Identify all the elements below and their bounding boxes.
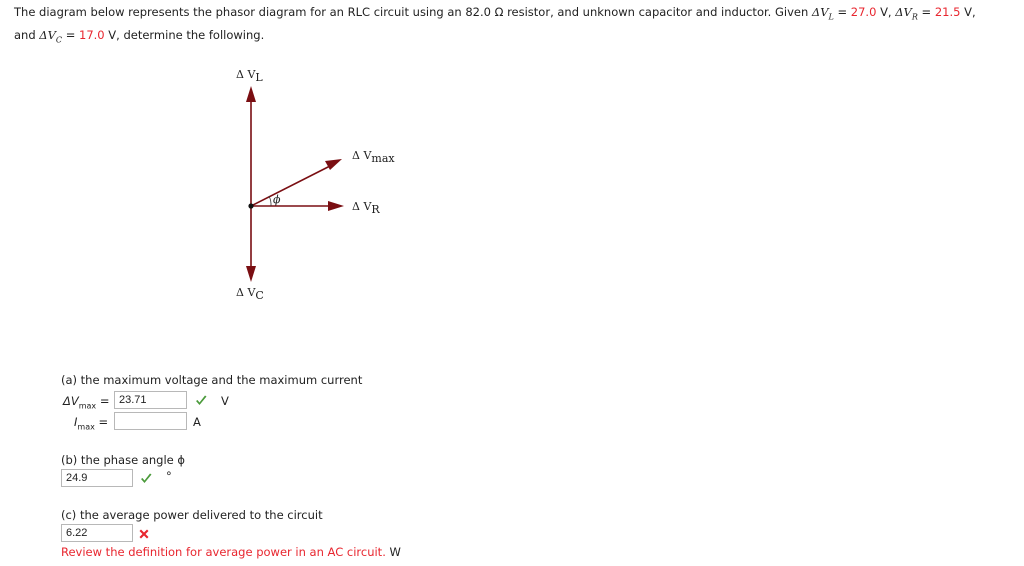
part-b-question: (b) the phase angle ϕ bbox=[61, 453, 185, 467]
phi-arc bbox=[269, 196, 271, 206]
label-vr: Δ VR bbox=[352, 200, 380, 216]
vmax-arrowhead bbox=[325, 159, 342, 170]
given-dvr: 21.5 bbox=[934, 5, 961, 19]
given-dvc: 17.0 bbox=[79, 28, 105, 43]
checkmark-icon bbox=[194, 394, 208, 408]
phi-label: ϕ bbox=[273, 193, 281, 206]
phase-angle-unit: ° bbox=[166, 469, 172, 483]
label-vmax: Δ Vmax bbox=[352, 149, 395, 165]
phasor-diagram bbox=[224, 58, 444, 308]
vmax-input[interactable]: 23.71 bbox=[114, 391, 187, 409]
feedback-line bbox=[61, 545, 401, 559]
vr-arrowhead bbox=[328, 201, 344, 211]
vmax-label: $\Delta V_{max}$ = bbox=[63, 394, 110, 411]
vl-arrowhead bbox=[246, 86, 256, 102]
dvc-symbol: $\Delta V_C$ bbox=[39, 28, 63, 45]
dvr-symbol: $\Delta V_R$ bbox=[895, 5, 918, 22]
average-power-unit: W bbox=[389, 545, 401, 559]
imax-label: $I_{max}$ = bbox=[74, 415, 109, 432]
phase-angle-input[interactable]: 24.9 bbox=[61, 469, 133, 487]
vmax-arrow bbox=[251, 166, 330, 206]
average-power-input[interactable]: 6.22 bbox=[61, 524, 133, 542]
imax-unit: A bbox=[193, 415, 201, 429]
label-vl: Δ VL bbox=[236, 68, 263, 84]
part-c-question: (c) the average power delivered to the circuit bbox=[61, 508, 323, 522]
origin-dot bbox=[248, 203, 253, 208]
x-mark-icon bbox=[137, 527, 151, 541]
vmax-unit: V bbox=[221, 394, 229, 408]
dvl-symbol: $\Delta V_L$ bbox=[811, 5, 834, 22]
given-dvl: 27.0 bbox=[850, 5, 877, 19]
imax-input[interactable] bbox=[114, 412, 187, 430]
label-vc: Δ VC bbox=[236, 286, 264, 302]
checkmark-icon bbox=[139, 472, 153, 486]
feedback-message: Review the definition for average power in an AC circuit. bbox=[61, 545, 386, 559]
problem-statement: The diagram below represents the phasor diagram for an RLC circuit using an 82.0 Ω resistor, and unknown capacitor and inductor. Given $\Delta V_L = 27.0$ V, $\Delta V_R = 21.5$ V, and $\Delta V_C = 17.0$ V, determine the following. bbox=[14, 5, 976, 45]
vc-arrowhead bbox=[246, 266, 256, 282]
part-a-question: (a) the maximum voltage and the maximum current bbox=[61, 373, 363, 387]
